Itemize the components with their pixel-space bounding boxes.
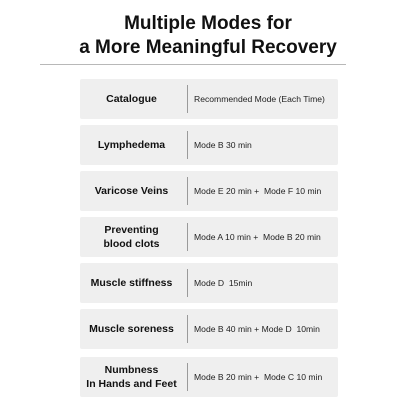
catalogue-header: Catalogue bbox=[106, 93, 157, 105]
table-row-blood-clots bbox=[80, 217, 338, 257]
column-separator bbox=[187, 223, 188, 251]
column-separator bbox=[187, 363, 188, 391]
table-header-row bbox=[80, 79, 338, 119]
row-mode: Mode B 30 min bbox=[194, 140, 252, 150]
column-separator bbox=[187, 269, 188, 297]
row-category: Varicose Veins bbox=[94, 185, 169, 197]
column-separator bbox=[187, 131, 188, 159]
row-category: Numbness In Hands and Feet bbox=[86, 364, 177, 390]
row-mode: Mode A 10 min + Mode B 20 min bbox=[194, 232, 321, 242]
table-row-numbness bbox=[80, 357, 338, 397]
row-mode: Mode E 20 min + Mode F 10 min bbox=[194, 186, 322, 196]
recommended-mode-header: Recommended Mode (Each Time) bbox=[194, 94, 325, 104]
column-separator bbox=[187, 177, 188, 205]
title-divider bbox=[40, 64, 346, 65]
row-mode: Mode B 40 min + Mode D 10min bbox=[194, 324, 320, 334]
row-category: Muscle soreness bbox=[89, 323, 174, 335]
table-row-muscle-soreness bbox=[80, 309, 338, 349]
table-row-varicose-veins bbox=[80, 171, 338, 211]
row-category: Lymphedema bbox=[97, 139, 166, 151]
row-mode: Mode B 20 min + Mode C 10 min bbox=[194, 372, 323, 382]
row-category: Muscle stiffness bbox=[90, 277, 173, 289]
table-row-lymphedema bbox=[80, 125, 338, 165]
table-row-muscle-stiffness bbox=[80, 263, 338, 303]
title-line-1: Multiple Modes for bbox=[124, 13, 292, 34]
column-separator bbox=[187, 85, 188, 113]
row-category: Preventing blood clots bbox=[103, 224, 160, 250]
row-mode: Mode D 15min bbox=[194, 278, 253, 288]
title-line-2: a More Meaningful Recovery bbox=[79, 37, 337, 58]
column-separator bbox=[187, 315, 188, 343]
